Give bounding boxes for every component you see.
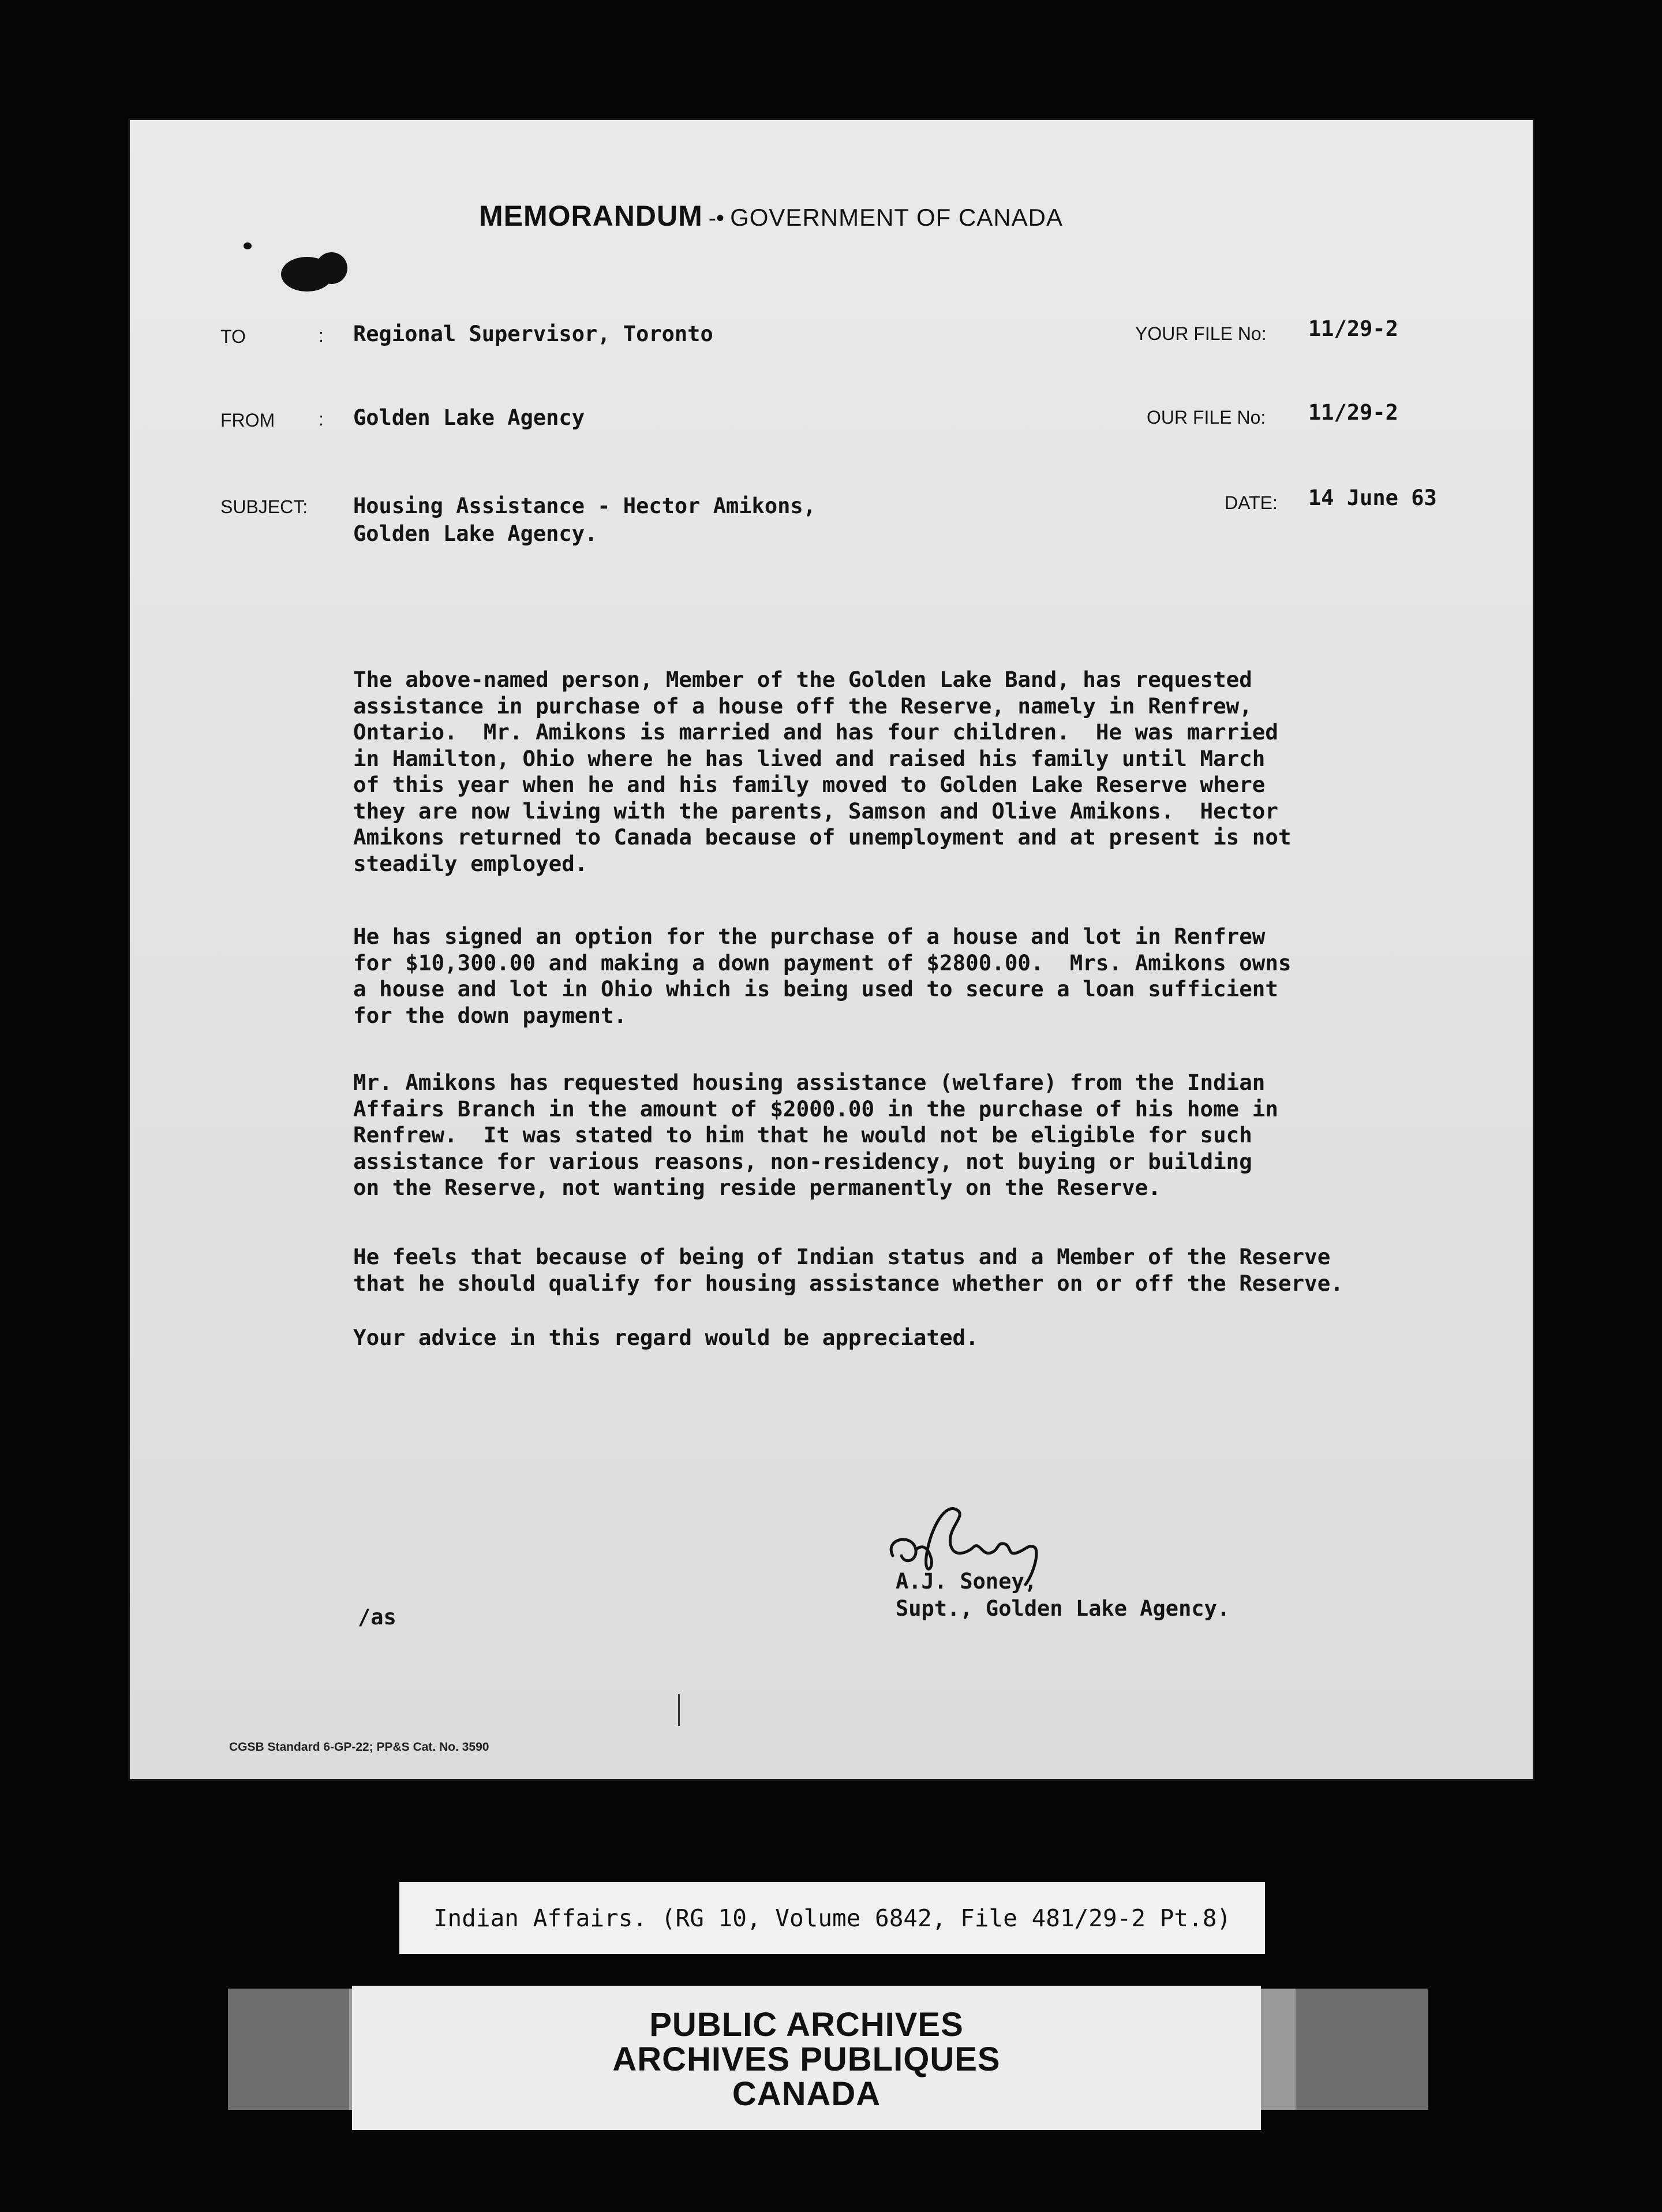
archive-line-2: ARCHIVES PUBLIQUES: [612, 2041, 1001, 2078]
memo-sheet: [128, 118, 1534, 1781]
header-dots: -•: [708, 205, 725, 231]
your-file-value: 11/29-2: [1308, 316, 1398, 341]
memo-header: [479, 199, 1345, 245]
archive-line-3: CANADA: [732, 2075, 881, 2113]
body-paragraph-4: He feels that because of being of Indian status and a Member of the Reserve that he should qualify for housing assistance whether on or off the Reserve.: [353, 1244, 1343, 1296]
citation-text: Indian Affairs. (RG 10, Volume 6842, File 481/29-2 Pt.8): [433, 1904, 1231, 1932]
subject-label: SUBJECT:: [220, 496, 308, 517]
to-colon: :: [319, 325, 324, 346]
subject-line-2: Golden Lake Agency.: [353, 521, 598, 546]
our-file-value: 11/29-2: [1308, 400, 1398, 425]
ink-mark: [678, 1694, 680, 1726]
archive-line-1: PUBLIC ARCHIVES: [649, 2006, 964, 2043]
body-paragraph-2: He has signed an option for the purchase of a house and lot in Renfrew for $10,300.00 and making a down payment of $2800.00. Mrs. Amikons owns a house and lot in Ohio which is being used to secure a loan sufficient for the down payment.: [353, 924, 1292, 1028]
citation-label: [399, 1882, 1265, 1954]
date-label: DATE:: [1225, 492, 1278, 513]
form-number: CGSB Standard 6-GP-22; PP&S Cat. No. 3590: [229, 1740, 489, 1754]
signer-title: Supt., Golden Lake Agency.: [896, 1596, 1230, 1621]
date-value: 14 June 63: [1308, 485, 1437, 510]
body-paragraph-1: The above-named person, Member of the Golden Lake Band, has requested assistance in purchase of a house off the Reserve, namely in Renfrew, Ontario. Mr. Amikons is married and has four children. He was married in Hamilton, Ohio where he has lived and raised his family until March of this year when he and his family moved to Golden Lake Reserve where they are now living with the parents, Samson and Olive Amikons. Hector Amikons returned to Canada because of unemployment and at present is not steadily employed.: [353, 667, 1292, 876]
to-label: TO: [220, 326, 246, 347]
memo-title: MEMORANDUM: [479, 200, 703, 232]
typist-initials: /as: [358, 1605, 396, 1630]
strip-end-right: [1296, 1989, 1428, 2110]
signature-block: [881, 1492, 1401, 1631]
your-file-label: YOUR FILE No:: [1135, 323, 1267, 344]
subject-line-1: Housing Assistance - Hector Amikons,: [353, 494, 816, 518]
signer-name: A.J. Soney,: [896, 1569, 1038, 1594]
body-paragraph-5: Your advice in this regard would be appreciated.: [353, 1325, 979, 1350]
body-paragraph-3: Mr. Amikons has requested housing assistance (welfare) from the Indian Affairs Branch in the amount of $2000.00 in the purchase of his home in Renfrew. It was stated to him that he would not be eligible for such assistance for various reasons, non-residency, not buying or building on the Reserve, not wanting reside permanently on the Reserve.: [353, 1070, 1278, 1200]
from-label: FROM: [220, 410, 275, 431]
header-organization: GOVERNMENT OF CANADA: [730, 204, 1064, 231]
from-value: Golden Lake Agency: [353, 405, 585, 430]
to-value: Regional Supervisor, Toronto: [353, 322, 713, 346]
ink-smudge: [316, 252, 347, 284]
ink-smudge: [244, 242, 252, 249]
strip-end-left: [228, 1989, 349, 2110]
from-colon: :: [319, 409, 324, 429]
archive-stamp: [352, 1986, 1261, 2130]
our-file-label: OUR FILE No:: [1147, 407, 1266, 428]
